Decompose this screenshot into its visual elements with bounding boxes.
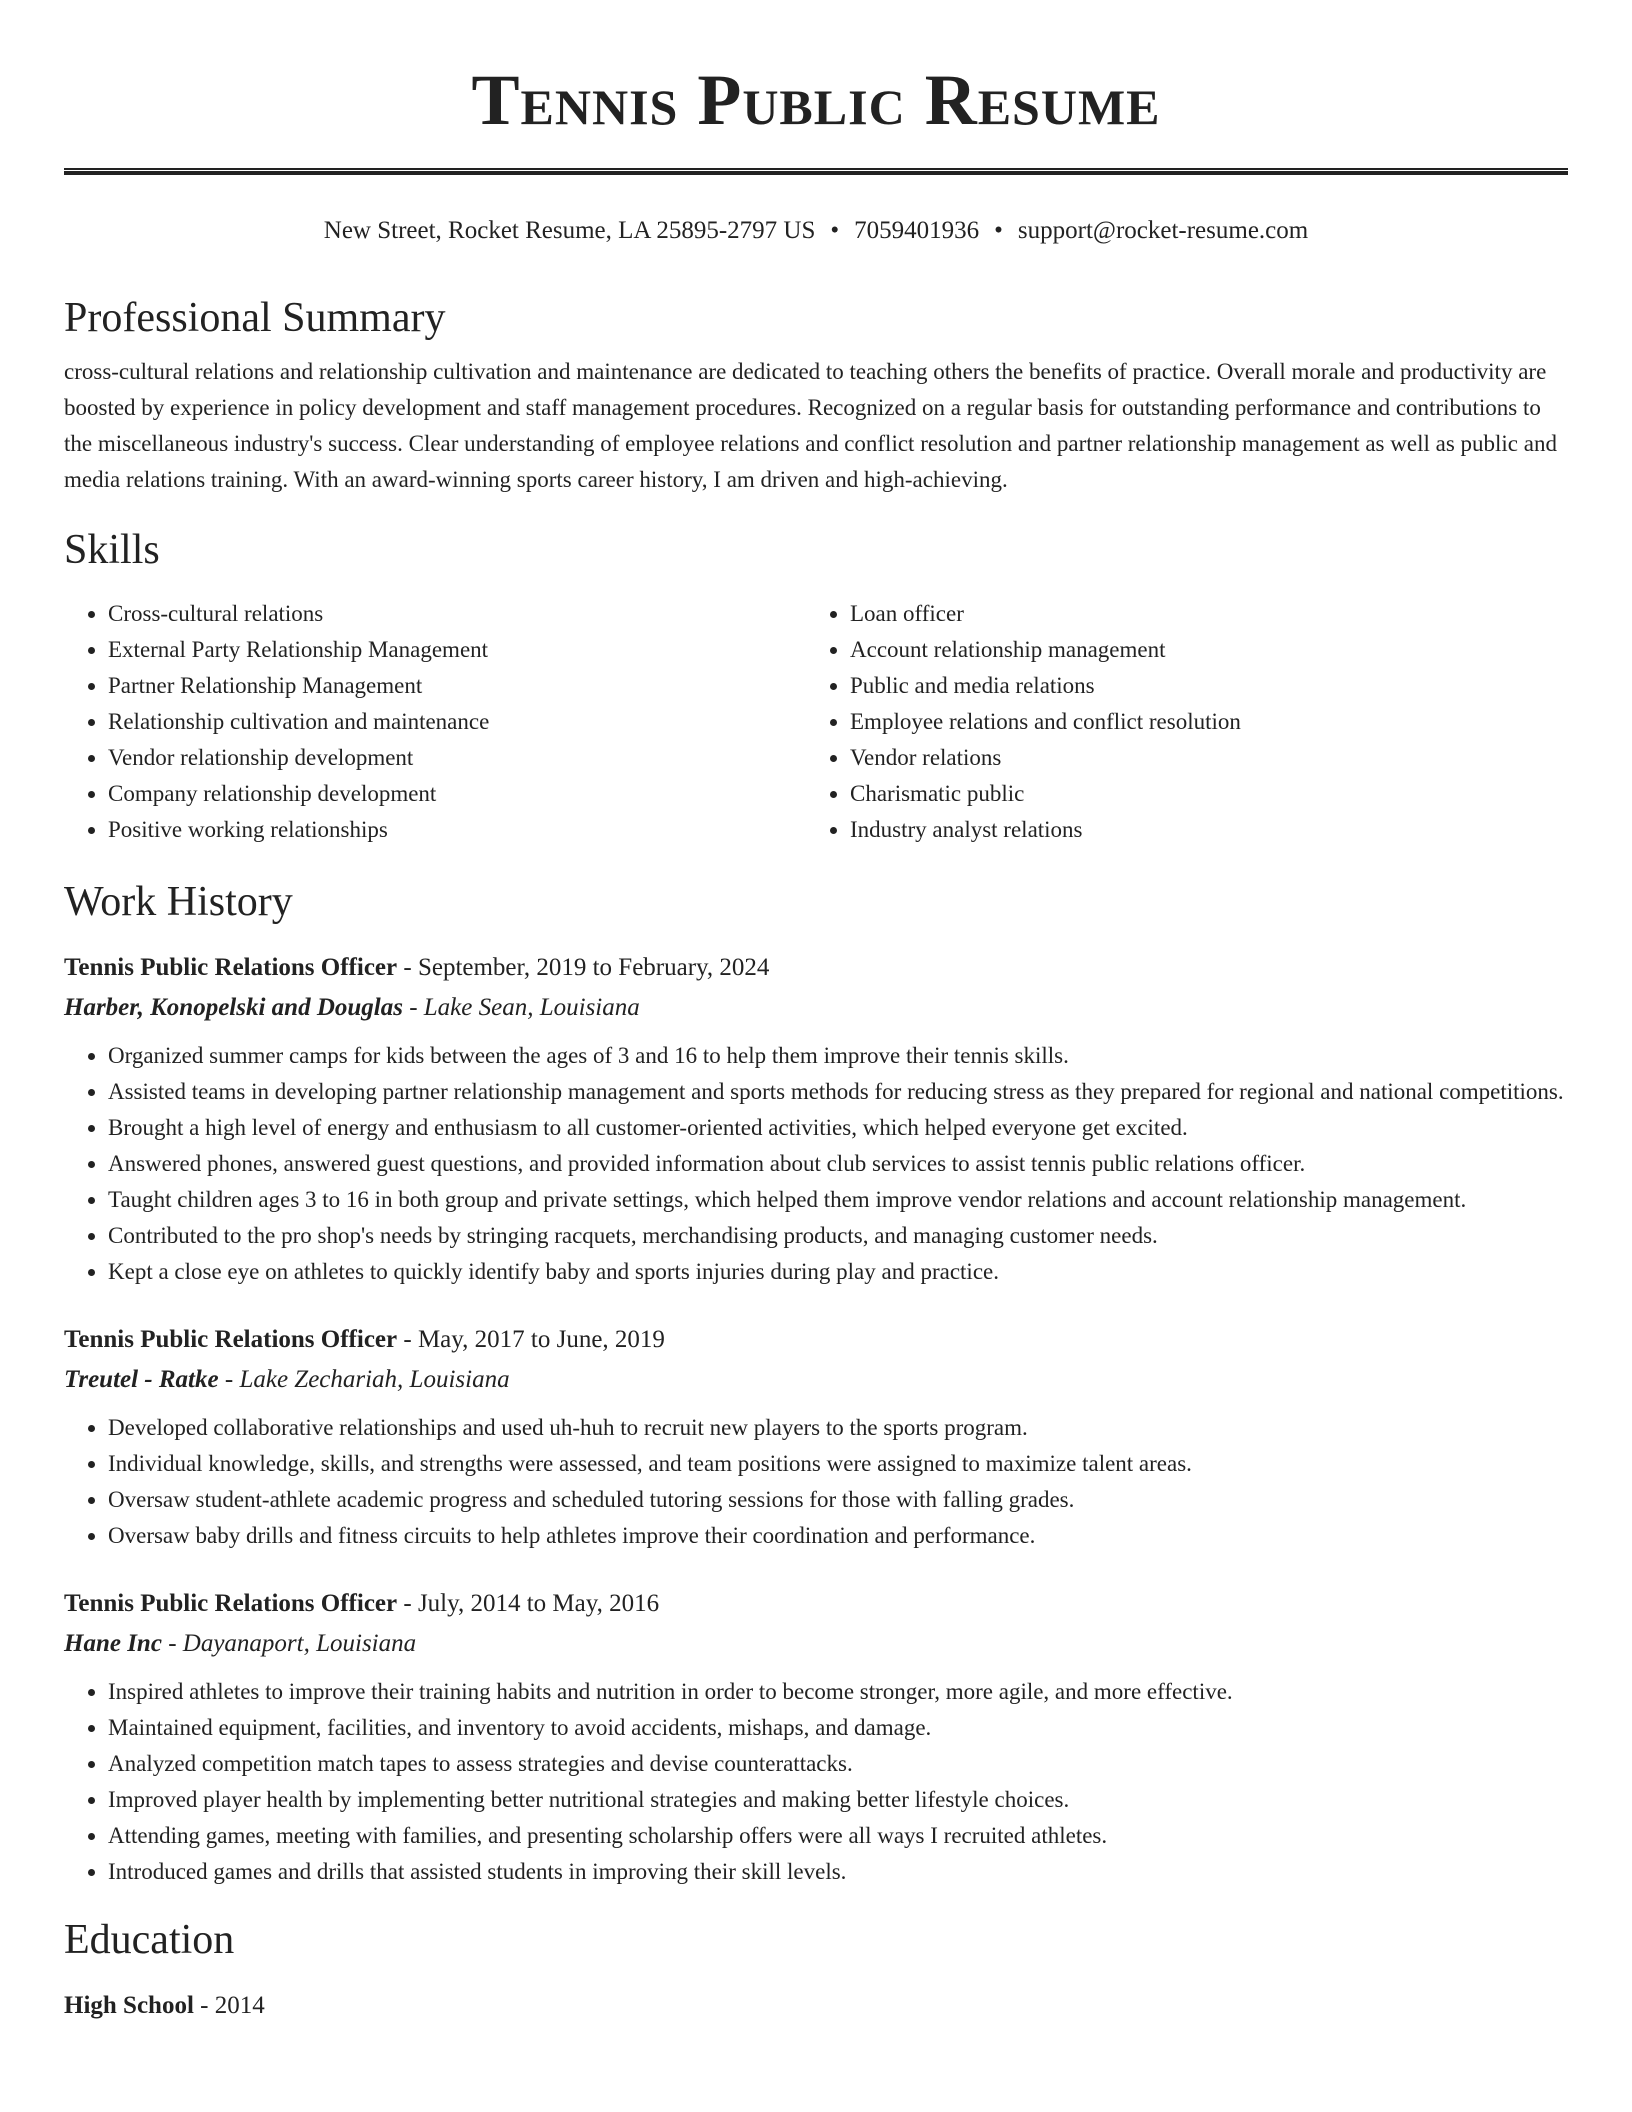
contact-phone: 7059401936	[854, 217, 980, 244]
contact-separator: •	[830, 217, 840, 244]
job-bullet: • Introduced games and drills that assisted students in improving their skill levels.	[108, 1854, 1568, 1890]
work-history-heading: Work History	[64, 879, 293, 925]
job-bullet: • Assisted teams in developing partner relationship management and sports methods for reducing stress as they prepared for regional and national competitions.	[108, 1074, 1568, 1110]
contact-email: support@rocket-resume.com	[1017, 217, 1309, 244]
job-location: Lake Zechariah, Louisiana	[239, 1366, 510, 1393]
skills-list-left	[64, 596, 806, 848]
job-bullet: • Inspired athletes to improve their training habits and nutrition in order to become stronger, more agile, and more effective.	[108, 1674, 1568, 1710]
skill-item: • Charismatic public	[850, 776, 1548, 812]
resume-content	[64, 290, 1568, 2026]
job-location: Lake Sean, Louisiana	[423, 994, 640, 1021]
job-bullet: • Answered phones, answered guest questions, and provided information about club services to assist tennis public relations officer.	[108, 1146, 1568, 1182]
job-entry	[64, 1584, 1568, 1890]
job-dates: July, 2014 to May, 2016	[417, 1590, 660, 1617]
skill-item: • Positive working relationships	[108, 812, 806, 848]
job-dates: May, 2017 to June, 2019	[417, 1326, 665, 1353]
skill-item: • Loan officer	[850, 596, 1548, 632]
job-bullet: • Analyzed competition match tapes to assess strategies and devise counterattacks.	[108, 1746, 1568, 1782]
skills-list-right	[806, 596, 1548, 848]
job-title: Tennis Public Relations Officer	[64, 954, 398, 981]
skill-item: • Company relationship development	[108, 776, 806, 812]
job-company: Hane Inc	[64, 1630, 162, 1657]
job-title: Tennis Public Relations Officer	[64, 1590, 398, 1617]
contact-address: New Street, Rocket Resume, LA 25895-2797 US	[323, 217, 816, 244]
resume-name: Tennis Public Resume	[471, 60, 1161, 140]
job-header: Tennis Public Relations Officer - July, 2014 to May, 2016	[64, 1590, 660, 1617]
education-entry: High School - 2014	[64, 1992, 265, 2019]
education-school: High School	[64, 1992, 194, 2019]
summary-text: cross-cultural relations and relationship cultivation and maintenance are dedicated to teaching others the benefits of practice. Overall morale and productivity are boosted by experience in policy development and staff management procedures. Recognized on a regular basis for outstanding performance and contributions to the miscellaneous industry's success. Clear understanding of employee relations and conflict resolution and partner relationship management as well as public and media relations training. With an award-winning sports career history, I am driven and high-achieving.	[64, 359, 1557, 492]
job-company: Harber, Konopelski and Douglas	[64, 994, 403, 1021]
summary-section	[64, 290, 1568, 498]
job-bullet: • Individual knowledge, skills, and strengths were assessed, and team positions were assigned to maximize talent areas.	[108, 1446, 1568, 1482]
job-bullets	[64, 1038, 1568, 1290]
skill-item: • Account relationship management	[850, 632, 1548, 668]
job-location: Dayanaport, Louisiana	[182, 1630, 417, 1657]
job-bullet: • Contributed to the pro shop's needs by stringing racquets, merchandising products, and managing customer needs.	[108, 1218, 1568, 1254]
education-heading: Education	[64, 1917, 235, 1963]
contact-line	[0, 215, 1632, 247]
job-dates: September, 2019 to February, 2024	[417, 954, 770, 981]
job-bullet: • Attending games, meeting with families, and presenting scholarship offers were all ways I recruited athletes.	[108, 1818, 1568, 1854]
job-company: Treutel - Ratke	[64, 1366, 219, 1393]
job-bullet: • Brought a high level of energy and enthusiasm to all customer-oriented activities, which helped everyone get excited.	[108, 1110, 1568, 1146]
skills-columns	[64, 596, 1568, 848]
education-section	[64, 1912, 1568, 2026]
job-bullet: • Taught children ages 3 to 16 in both group and private settings, which helped them improve vendor relations and account relationship management.	[108, 1182, 1568, 1218]
job-bullet: • Improved player health by implementing better nutritional strategies and making better lifestyle choices.	[108, 1782, 1568, 1818]
job-bullet: • Kept a close eye on athletes to quickly identify baby and sports injuries during play and practice.	[108, 1254, 1568, 1290]
job-bullet: • Organized summer camps for kids between the ages of 3 and 16 to help them improve their tennis skills.	[108, 1038, 1568, 1074]
job-bullet: • Maintained equipment, facilities, and inventory to avoid accidents, mishaps, and damage.	[108, 1710, 1568, 1746]
job-bullets	[64, 1410, 1568, 1554]
skill-item: • Employee relations and conflict resolution	[850, 704, 1548, 740]
skills-section	[64, 522, 1568, 848]
skill-item: • Public and media relations	[850, 668, 1548, 704]
skill-item: • Cross-cultural relations	[108, 596, 806, 632]
job-employer: Harber, Konopelski and Douglas - Lake Sean, Louisiana	[64, 994, 640, 1021]
work-history-section	[64, 874, 1568, 1890]
skill-item: • External Party Relationship Management	[108, 632, 806, 668]
skill-item: • Industry analyst relations	[850, 812, 1548, 848]
job-bullet: • Oversaw student-athlete academic progress and scheduled tutoring sessions for those with falling grades.	[108, 1482, 1568, 1518]
job-title: Tennis Public Relations Officer	[64, 1326, 398, 1353]
job-employer: Treutel - Ratke - Lake Zechariah, Louisiana	[64, 1366, 510, 1393]
contact-separator: •	[994, 217, 1003, 244]
skill-item: • Vendor relations	[850, 740, 1548, 776]
education-year: 2014	[214, 1992, 265, 2019]
skill-item: • Partner Relationship Management	[108, 668, 806, 704]
header-divider	[64, 168, 1568, 175]
job-header: Tennis Public Relations Officer - May, 2017 to June, 2019	[64, 1326, 665, 1353]
skill-item: • Relationship cultivation and maintenance	[108, 704, 806, 740]
skills-heading: Skills	[64, 527, 160, 573]
skill-item: • Vendor relationship development	[108, 740, 806, 776]
job-employer: Hane Inc - Dayanaport, Louisiana	[64, 1630, 417, 1657]
job-entry	[64, 1320, 1568, 1554]
job-bullet: • Developed collaborative relationships and used uh-huh to recruit new players to the sports program.	[108, 1410, 1568, 1446]
summary-heading: Professional Summary	[64, 295, 446, 341]
job-entry	[64, 948, 1568, 1290]
job-bullet: • Oversaw baby drills and fitness circuits to help athletes improve their coordination and performance.	[108, 1518, 1568, 1554]
job-bullets	[64, 1674, 1568, 1890]
job-header: Tennis Public Relations Officer - September, 2019 to February, 2024	[64, 954, 770, 981]
